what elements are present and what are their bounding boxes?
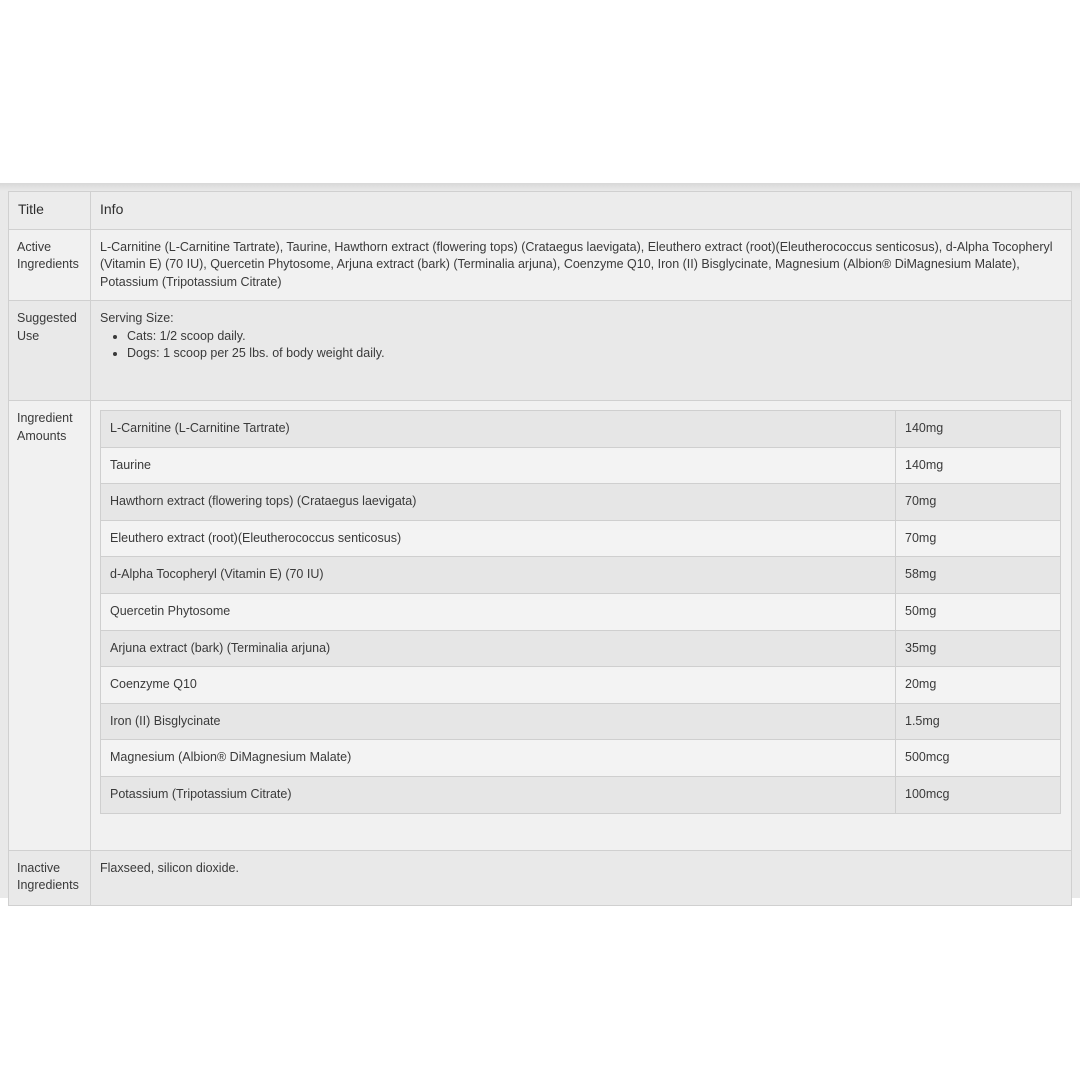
table-row xyxy=(101,740,1061,777)
ingredient-amounts-content xyxy=(91,401,1072,851)
table-row xyxy=(101,411,1061,448)
table-row xyxy=(101,520,1061,557)
serving-size-label: Serving Size: xyxy=(100,311,174,325)
product-info-panel xyxy=(0,183,1080,898)
ingredient-name: Magnesium (Albion® DiMagnesium Malate) xyxy=(101,740,896,777)
ingredient-amount: 20mg xyxy=(896,667,1061,704)
ingredient-amount: 100mcg xyxy=(896,776,1061,813)
ingredient-amount: 500mcg xyxy=(896,740,1061,777)
ingredient-name: Taurine xyxy=(101,447,896,484)
ingredient-amount: 1.5mg xyxy=(896,703,1061,740)
ingredient-amount: 70mg xyxy=(896,520,1061,557)
table-row xyxy=(101,776,1061,813)
table-header-row xyxy=(9,192,1072,230)
inactive-ingredients-text: Flaxseed, silicon dioxide. xyxy=(91,850,1072,905)
ingredient-name: Coenzyme Q10 xyxy=(101,667,896,704)
ingredient-amounts-label: Ingredient Amounts xyxy=(9,401,91,851)
table-row xyxy=(101,593,1061,630)
header-info: Info xyxy=(91,192,1072,230)
serving-list xyxy=(100,328,1062,363)
active-ingredients-row xyxy=(9,229,1072,301)
serving-item-dogs: • Dogs: 1 scoop per 25 lbs. of body weight daily. xyxy=(127,345,1062,363)
ingredient-name: Quercetin Phytosome xyxy=(101,593,896,630)
table-row xyxy=(101,557,1061,594)
ingredient-amount: 35mg xyxy=(896,630,1061,667)
suggested-use-label: Suggested Use xyxy=(9,301,91,401)
suggested-use-content xyxy=(91,301,1072,401)
ingredient-name: L-Carnitine (L-Carnitine Tartrate) xyxy=(101,411,896,448)
ingredient-name: Eleuthero extract (root)(Eleutherococcus senticosus) xyxy=(101,520,896,557)
serving-item-cats: • Cats: 1/2 scoop daily. xyxy=(127,328,1062,346)
ingredient-amount: 70mg xyxy=(896,484,1061,521)
table-row xyxy=(101,484,1061,521)
inactive-ingredients-label: Inactive Ingredients xyxy=(9,850,91,905)
table-row xyxy=(101,667,1061,704)
suggested-use-row xyxy=(9,301,1072,401)
table-row xyxy=(101,447,1061,484)
ingredient-name: Hawthorn extract (flowering tops) (Crataegus laevigata) xyxy=(101,484,896,521)
product-info-table xyxy=(8,191,1072,906)
ingredient-name: Iron (II) Bisglycinate xyxy=(101,703,896,740)
ingredient-amounts-row xyxy=(9,401,1072,851)
ingredient-amount: 140mg xyxy=(896,447,1061,484)
ingredient-amount: 50mg xyxy=(896,593,1061,630)
table-row xyxy=(101,703,1061,740)
active-ingredients-label: Active Ingredients xyxy=(9,229,91,301)
ingredient-name: Arjuna extract (bark) (Terminalia arjuna) xyxy=(101,630,896,667)
active-ingredients-text: L-Carnitine (L-Carnitine Tartrate), Taurine, Hawthorn extract (flowering tops) (Crataegus laevigata), Eleuthero extract (root)(Eleutherococcus senticosus), d-Alpha Tocopheryl (Vitamin E) (70 IU), Quercetin Phytosome, Arjuna extract (bark) (Terminalia arjuna), Coenzyme Q10, Iron (II) Bisglycinate, Magnesium (Albion® DiMagnesium Malate), Potassium (Tripotassium Citrate) xyxy=(91,229,1072,301)
inactive-ingredients-row xyxy=(9,850,1072,905)
ingredient-amount: 58mg xyxy=(896,557,1061,594)
ingredient-amount: 140mg xyxy=(896,411,1061,448)
ingredient-name: d-Alpha Tocopheryl (Vitamin E) (70 IU) xyxy=(101,557,896,594)
table-row xyxy=(101,630,1061,667)
header-title: Title xyxy=(9,192,91,230)
ingredient-name: Potassium (Tripotassium Citrate) xyxy=(101,776,896,813)
ingredient-amounts-table xyxy=(100,410,1061,814)
